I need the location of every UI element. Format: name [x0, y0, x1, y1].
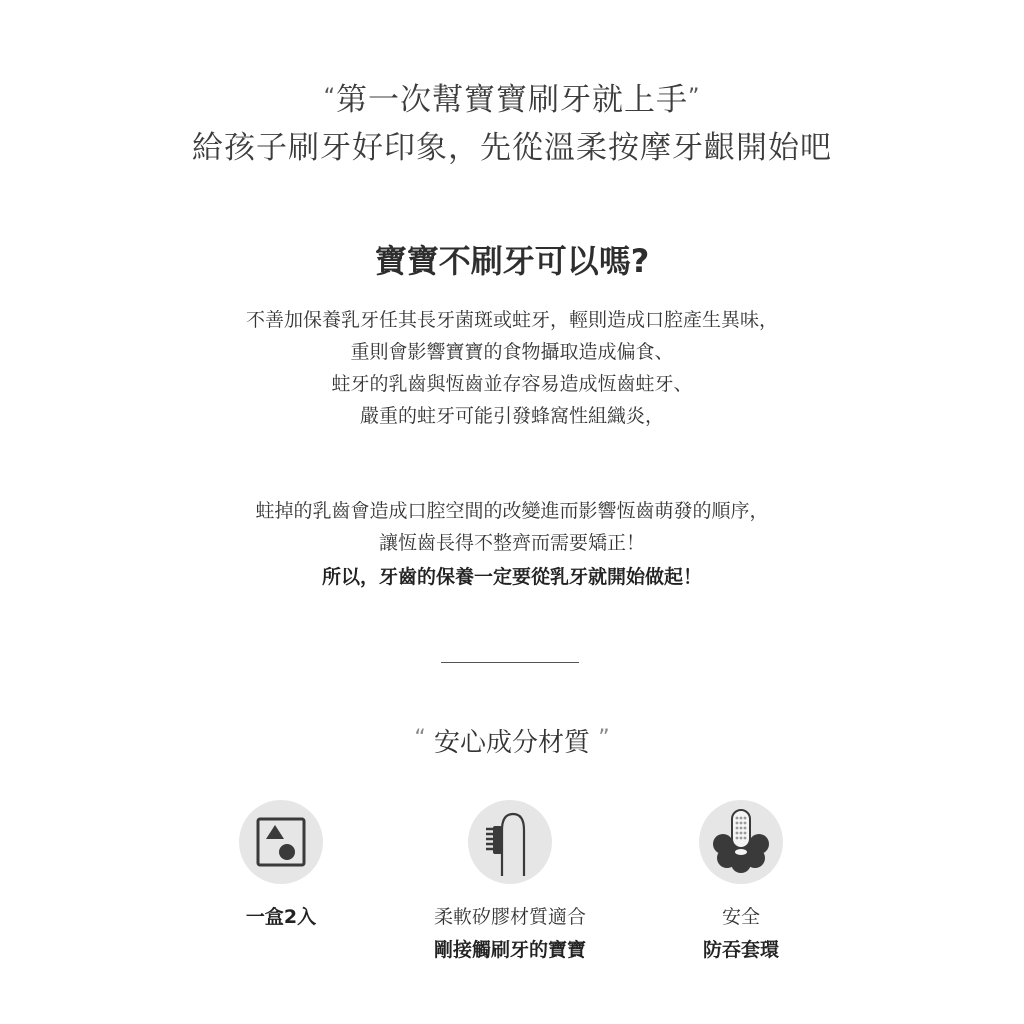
close-quote: ” — [688, 85, 701, 110]
open-quote: “ — [323, 85, 336, 110]
body-line: 重則會影響寶寶的食物攝取造成偏食、 — [350, 341, 674, 363]
features-title-text: 安心成分材質 — [433, 728, 590, 758]
body-line: 不善加保養乳牙任其長牙菌斑或蛀牙，輕則造成口腔產生異味， — [245, 309, 778, 331]
hero-subtitle: 給孩子刷牙好印象，先從溫柔按摩牙齦開始吧 — [192, 130, 832, 166]
feature-label-bold: 剛接觸刷牙的寶寶 — [433, 939, 586, 961]
emphasis-line: 所以，牙齒的保養一定要從乳牙就開始做起！ — [321, 566, 702, 588]
section-divider — [441, 662, 579, 663]
safety-ring-brush-icon — [699, 800, 783, 884]
close-quote: ” — [598, 726, 610, 751]
hero-title-text: 第一次幫寶寶刷牙就上手 — [336, 82, 688, 118]
feature-label: 柔軟矽膠材質適合 — [433, 906, 586, 928]
open-quote: “ — [414, 726, 426, 751]
body-line: 蛀牙的乳齒與恆齒並存容易造成恆齒蛀牙、 — [331, 373, 693, 395]
hero-title — [0, 74, 1024, 119]
finger-toothbrush-icon — [468, 800, 552, 884]
icon-circle — [239, 800, 323, 884]
feature-label: 一盒2入 — [245, 906, 317, 928]
feature-item — [161, 800, 401, 929]
feature-item — [621, 800, 861, 962]
icon-circle — [699, 800, 783, 884]
feature-label: 安全 — [721, 906, 760, 928]
body-line: 讓恆齒長得不整齊而需要矯正！ — [378, 532, 645, 554]
feature-label-bold: 防吞套環 — [702, 939, 779, 961]
body-line: 蛀掉的乳齒會造成口腔空間的改變進而影響恆齒萌發的順序， — [255, 500, 769, 522]
feature-item — [390, 800, 630, 962]
icon-circle — [468, 800, 552, 884]
shapes-box-icon — [239, 800, 323, 884]
body-line: 嚴重的蛀牙可能引發蜂窩性組織炎， — [359, 405, 664, 427]
features-title — [0, 722, 1024, 759]
section-title: 寶寶不刷牙可以嗎? — [374, 242, 650, 280]
